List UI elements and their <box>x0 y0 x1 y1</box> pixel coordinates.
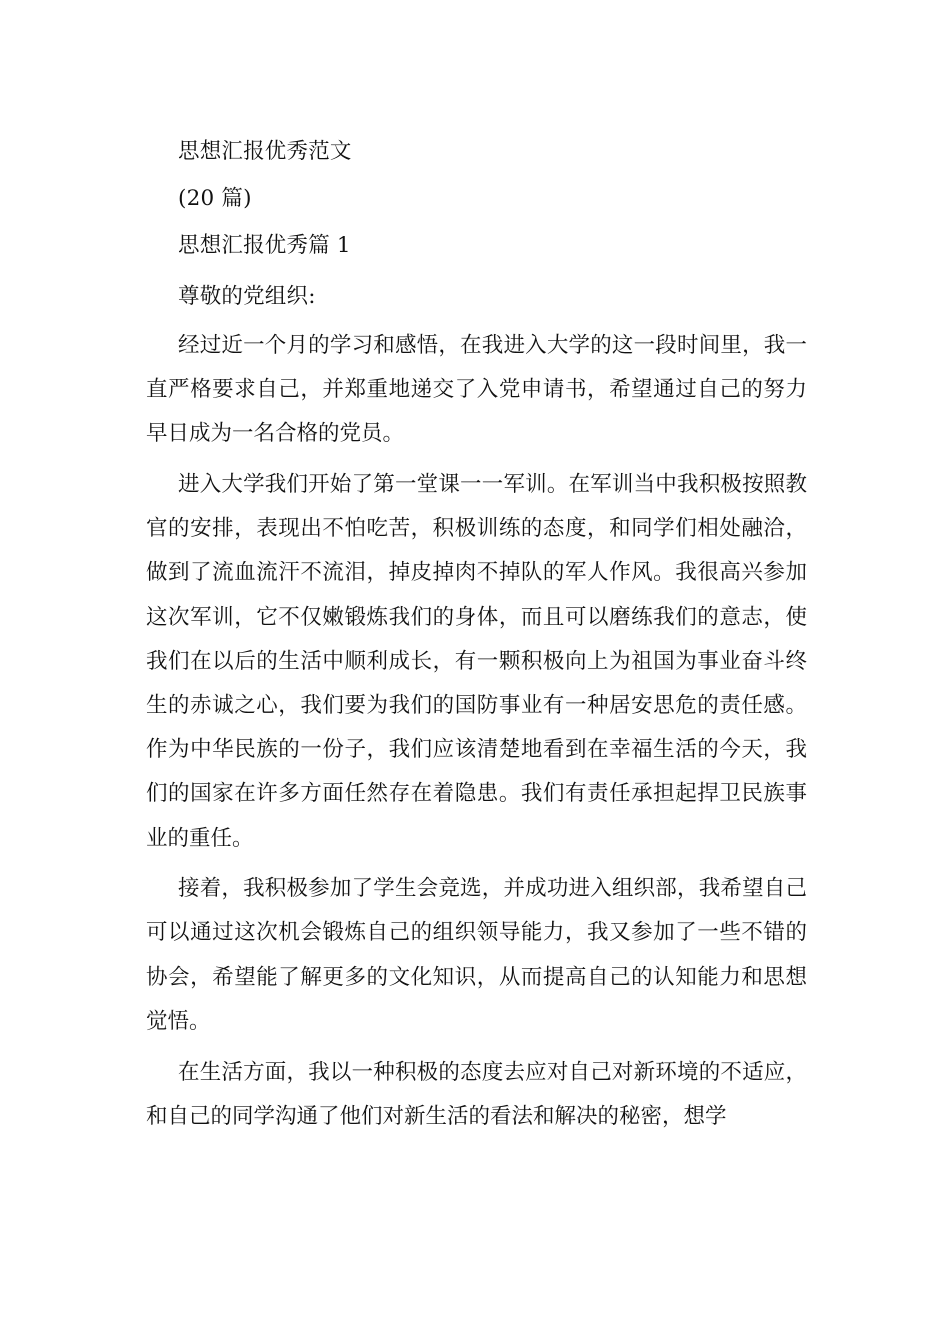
document-count: (20 篇) <box>178 186 252 212</box>
salutation: 尊敬的党组织: <box>178 283 316 309</box>
document-body <box>146 130 807 1139</box>
paragraph-3: 接着，我积极参加了学生会竞选，并成功进入组织部，我希望自己可以通过这次机会锻炼自己的组织领导能力，我又参加了一些不错的协会，希望能了解更多的文化知识，从而提高自己的认知能力和思想觉悟。 <box>146 876 807 1034</box>
paragraph-1: 经过近一个月的学习和感悟，在我进入大学的这一段时间里，我一直严格要求自己，并郑重地递交了入党申请书，希望通过自己的努力早日成为一名合格的党员。 <box>146 332 807 447</box>
document-title: 思想汇报优秀范文 <box>178 139 352 164</box>
section-heading: 思想汇报优秀篇 1 <box>178 233 351 259</box>
paragraph-4: 在生活方面，我以一种积极的态度去应对自己对新环境的不适应，和自己的同学沟通了他们对新生活的看法和解决的秘密，想学 <box>146 1059 807 1129</box>
paragraph-2: 进入大学我们开始了第一堂课一一军训。在军训当中我积极按照教官的安排，表现出不怕吃苦，积极训练的态度，和同学们相处融洽，做到了流血流汗不流泪，掉皮掉肉不掉队的军人作风。我很高兴参加这次军训，它不仅嫩锻炼我们的身体，而且可以磨练我们的意志，使我们在以后的生活中顺利成长，有一颗积极向上为祖国为事业奋斗终生的赤诚之心，我们要为我们的国防事业有一种居安思危的责任感。作为中华民族的一份子，我们应该清楚地看到在幸福生活的今天，我们的国家在许多方面任然存在着隐患。我们有责任承担起捍卫民族事业的重任。 <box>146 471 807 851</box>
